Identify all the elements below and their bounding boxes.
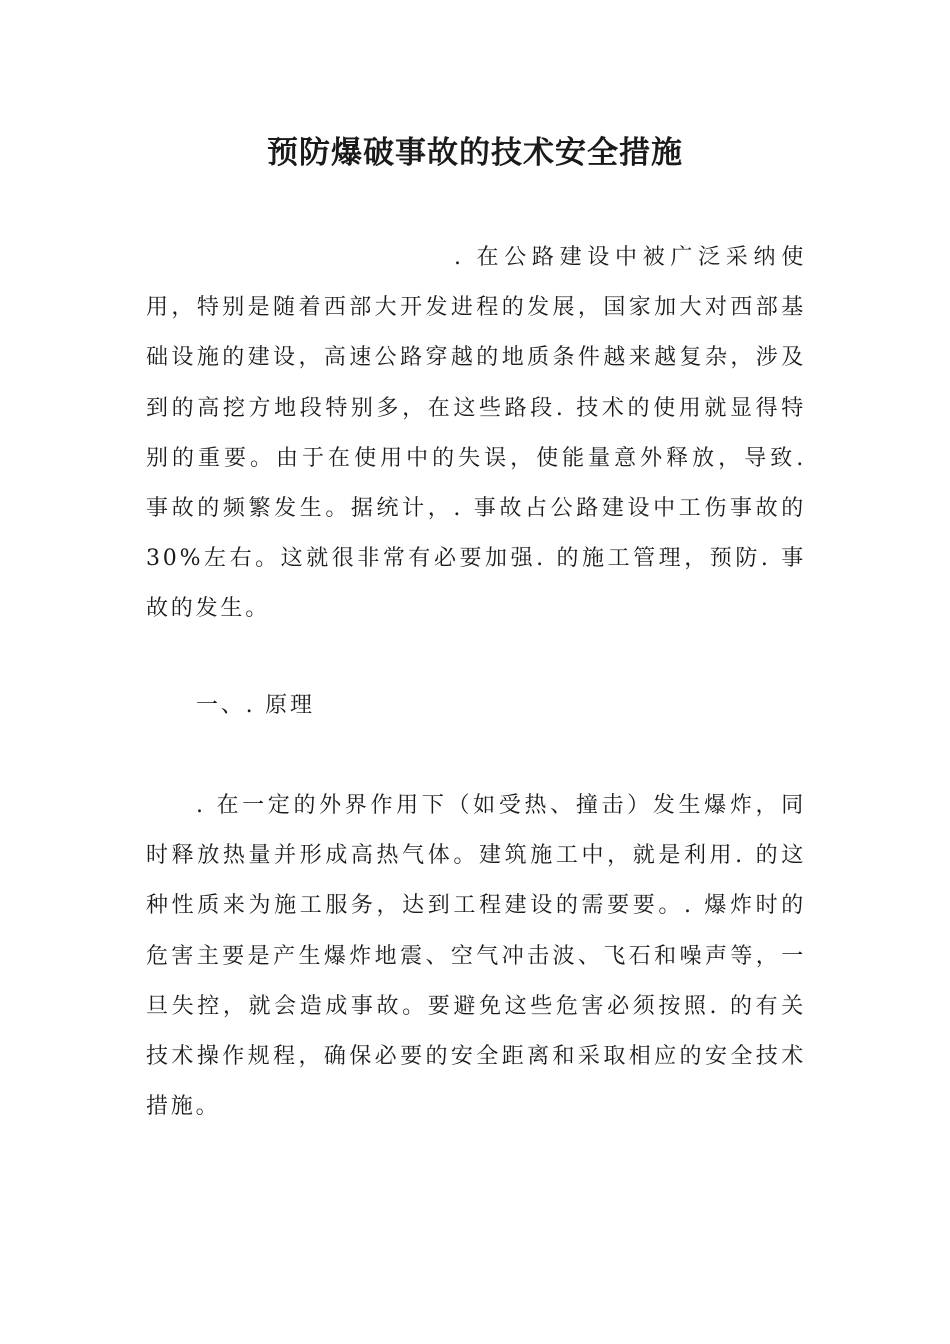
intro-paragraph: . 在公路建设中被广泛采纳使用，特别是随着西部大开发进程的发展，国家加大对西部基础设施的建设，高速公路穿越的地质条件越来越复杂，涉及到的高挖方地段特别多，在这些路段. 技术的使用就显得特别的重要。由于在使用中的失误，使能量意外释放，导致. 事故的频繁发生。据统计，. 事故占公路建设中工伤事故的30%左右。这就很非常有必要加强. 的施工管理，预防. 事故的发生。 [146,245,806,622]
document-title: 预防爆破事故的技术安全措施 [267,135,683,171]
section-paragraph: . 在一定的外界作用下（如受热、撞击）发生爆炸，同时释放热量并形成高热气体。建筑施工中，就是利用. 的这种性质来为施工服务，达到工程建设的需要要。. 爆炸时的危害主要是产生爆炸地震、空气冲击波、飞石和噪声等，一旦失控，就会造成事故。要避免这些危害必须按照. 的有关技术操作规程，确保必要的安全距离和采取相应的安全技术措施。 [146,793,806,1120]
section-heading: 一、. 原理 [196,693,315,718]
